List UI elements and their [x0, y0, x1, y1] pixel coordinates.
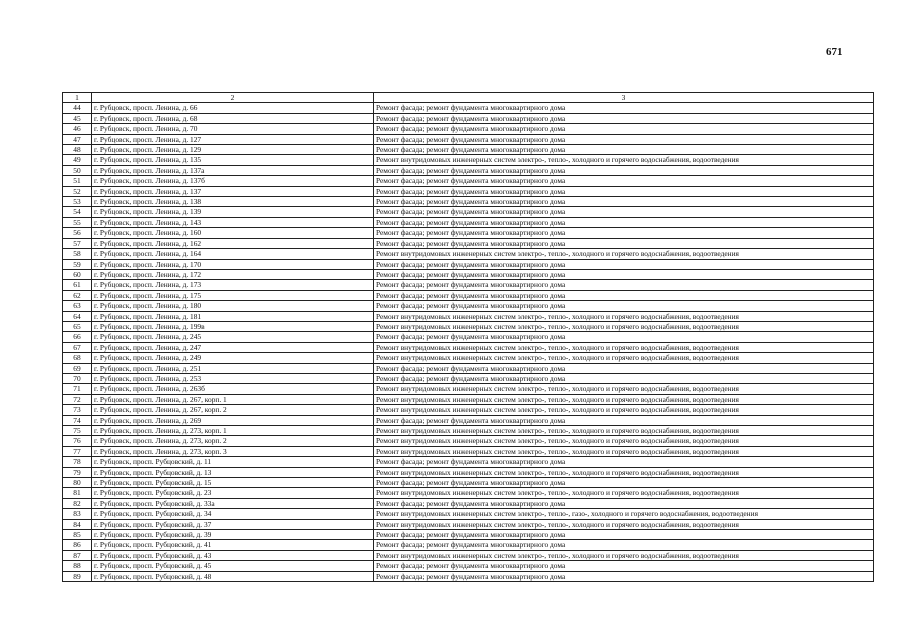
cell-work: Ремонт фасада; ремонт фундамента многоквартирного дома	[374, 238, 874, 248]
cell-work: Ремонт фасада; ремонт фундамента многоквартирного дома	[374, 269, 874, 279]
table-row	[63, 446, 874, 456]
table-row	[63, 488, 874, 498]
cell-address: г. Рубцовск, просп. Ленина, д. 247	[92, 342, 374, 352]
cell-work: Ремонт фасада; ремонт фундамента многоквартирного дома	[374, 457, 874, 467]
table-row	[63, 436, 874, 446]
cell-address: г. Рубцовск, просп. Рубцовский, д. 33а	[92, 498, 374, 508]
cell-number: 85	[63, 530, 92, 540]
cell-address: г. Рубцовск, просп. Ленина, д. 66	[92, 103, 374, 113]
cell-work: Ремонт фасада; ремонт фундамента многоквартирного дома	[374, 259, 874, 269]
cell-work: Ремонт фасада; ремонт фундамента многоквартирного дома	[374, 145, 874, 155]
cell-number: 79	[63, 467, 92, 477]
cell-address: г. Рубцовск, просп. Ленина, д. 273, корп. 1	[92, 426, 374, 436]
cell-number: 74	[63, 415, 92, 425]
table-row	[63, 165, 874, 175]
table-row	[63, 217, 874, 227]
cell-address: г. Рубцовск, просп. Рубцовский, д. 45	[92, 561, 374, 571]
cell-address: г. Рубцовск, просп. Ленина, д. 273, корп. 3	[92, 446, 374, 456]
cell-work: Ремонт фасада; ремонт фундамента многоквартирного дома	[374, 561, 874, 571]
cell-number: 56	[63, 228, 92, 238]
cell-number: 75	[63, 426, 92, 436]
table-row	[63, 113, 874, 123]
cell-address: г. Рубцовск, просп. Рубцовский, д. 39	[92, 530, 374, 540]
cell-work: Ремонт внутридомовых инженерных систем электро-, тепло-, холодного и горячего водоснабжения, водоотведения	[374, 321, 874, 331]
cell-address: г. Рубцовск, просп. Ленина, д. 137б	[92, 176, 374, 186]
cell-work: Ремонт фасада; ремонт фундамента многоквартирного дома	[374, 301, 874, 311]
cell-number: 48	[63, 145, 92, 155]
table-row	[63, 103, 874, 113]
register-table	[62, 92, 874, 582]
cell-number: 65	[63, 321, 92, 331]
table-row	[63, 561, 874, 571]
cell-number: 46	[63, 124, 92, 134]
cell-number: 52	[63, 186, 92, 196]
cell-work: Ремонт фасада; ремонт фундамента многоквартирного дома	[374, 186, 874, 196]
cell-work: Ремонт фасада; ремонт фундамента многоквартирного дома	[374, 363, 874, 373]
cell-number: 80	[63, 478, 92, 488]
cell-address: г. Рубцовск, просп. Ленина, д. 251	[92, 363, 374, 373]
table-row	[63, 426, 874, 436]
table-row	[63, 124, 874, 134]
table-row	[63, 540, 874, 550]
table-row	[63, 457, 874, 467]
table-row	[63, 509, 874, 519]
cell-number: 73	[63, 405, 92, 415]
cell-number: 55	[63, 217, 92, 227]
table-row	[63, 207, 874, 217]
cell-address: г. Рубцовск, просп. Рубцовский, д. 37	[92, 519, 374, 529]
cell-number: 61	[63, 280, 92, 290]
cell-work: Ремонт внутридомовых инженерных систем электро-, тепло-, холодного и горячего водоснабжения, водоотведения	[374, 426, 874, 436]
cell-address: г. Рубцовск, просп. Рубцовский, д. 43	[92, 550, 374, 560]
cell-number: 89	[63, 571, 92, 581]
cell-work: Ремонт внутридомовых инженерных систем электро-, тепло-, холодного и горячего водоснабжения, водоотведения	[374, 488, 874, 498]
cell-number: 88	[63, 561, 92, 571]
cell-work: Ремонт внутридомовых инженерных систем электро-, тепло-, холодного и горячего водоснабжения, водоотведения	[374, 249, 874, 259]
cell-number: 54	[63, 207, 92, 217]
table-body	[63, 103, 874, 582]
table-row	[63, 373, 874, 383]
cell-number: 51	[63, 176, 92, 186]
table-row	[63, 332, 874, 342]
cell-work: Ремонт внутридомовых инженерных систем электро-, тепло-, холодного и горячего водоснабжения, водоотведения	[374, 353, 874, 363]
table-row	[63, 186, 874, 196]
cell-number: 47	[63, 134, 92, 144]
cell-number: 77	[63, 446, 92, 456]
table-row	[63, 197, 874, 207]
cell-number: 62	[63, 290, 92, 300]
cell-work: Ремонт фасада; ремонт фундамента многоквартирного дома	[374, 134, 874, 144]
cell-work: Ремонт внутридомовых инженерных систем электро-, тепло-, холодного и горячего водоснабжения, водоотведения	[374, 311, 874, 321]
table-row	[63, 269, 874, 279]
cell-work: Ремонт внутридомовых инженерных систем электро-, тепло-, холодного и горячего водоснабжения, водоотведения	[374, 519, 874, 529]
cell-address: г. Рубцовск, просп. Ленина, д. 175	[92, 290, 374, 300]
cell-number: 66	[63, 332, 92, 342]
cell-work: Ремонт внутридомовых инженерных систем электро-, тепло-, холодного и горячего водоснабжения, водоотведения	[374, 550, 874, 560]
cell-work: Ремонт фасада; ремонт фундамента многоквартирного дома	[374, 165, 874, 175]
table-row	[63, 384, 874, 394]
cell-number: 50	[63, 165, 92, 175]
cell-address: г. Рубцовск, просп. Ленина, д. 245	[92, 332, 374, 342]
table-row	[63, 176, 874, 186]
table-row	[63, 280, 874, 290]
cell-address: г. Рубцовск, просп. Рубцовский, д. 41	[92, 540, 374, 550]
cell-work: Ремонт фасада; ремонт фундамента многоквартирного дома	[374, 113, 874, 123]
table-row	[63, 353, 874, 363]
table-row	[63, 311, 874, 321]
cell-work: Ремонт внутридомовых инженерных систем электро-, тепло-, холодного и горячего водоснабжения, водоотведения	[374, 436, 874, 446]
cell-number: 57	[63, 238, 92, 248]
cell-address: г. Рубцовск, просп. Ленина, д. 263б	[92, 384, 374, 394]
cell-address: г. Рубцовск, просп. Ленина, д. 137	[92, 186, 374, 196]
cell-work: Ремонт внутридомовых инженерных систем электро-, тепло-, холодного и горячего водоснабжения, водоотведения	[374, 467, 874, 477]
cell-work: Ремонт внутридомовых инженерных систем электро-, тепло-, холодного и горячего водоснабжения, водоотведения	[374, 394, 874, 404]
cell-work: Ремонт фасада; ремонт фундамента многоквартирного дома	[374, 478, 874, 488]
table-row	[63, 498, 874, 508]
cell-address: г. Рубцовск, просп. Рубцовский, д. 13	[92, 467, 374, 477]
cell-work: Ремонт фасада; ремонт фундамента многоквартирного дома	[374, 571, 874, 581]
table-header-row	[63, 93, 874, 103]
cell-work: Ремонт фасада; ремонт фундамента многоквартирного дома	[374, 540, 874, 550]
cell-address: г. Рубцовск, просп. Рубцовский, д. 23	[92, 488, 374, 498]
table-row	[63, 415, 874, 425]
cell-work: Ремонт фасада; ремонт фундамента многоквартирного дома	[374, 498, 874, 508]
cell-number: 76	[63, 436, 92, 446]
cell-number: 87	[63, 550, 92, 560]
cell-address: г. Рубцовск, просп. Ленина, д. 249	[92, 353, 374, 363]
cell-work: Ремонт фасада; ремонт фундамента многоквартирного дома	[374, 228, 874, 238]
cell-address: г. Рубцовск, просп. Ленина, д. 173	[92, 280, 374, 290]
cell-address: г. Рубцовск, просп. Ленина, д. 138	[92, 197, 374, 207]
cell-number: 81	[63, 488, 92, 498]
page-number: 671	[826, 46, 843, 58]
cell-address: г. Рубцовск, просп. Ленина, д. 137а	[92, 165, 374, 175]
column-header-number: 1	[63, 93, 92, 103]
cell-work: Ремонт фасада; ремонт фундамента многоквартирного дома	[374, 373, 874, 383]
cell-number: 49	[63, 155, 92, 165]
cell-number: 68	[63, 353, 92, 363]
cell-work: Ремонт фасада; ремонт фундамента многоквартирного дома	[374, 197, 874, 207]
table-row	[63, 155, 874, 165]
cell-number: 69	[63, 363, 92, 373]
table-row	[63, 321, 874, 331]
table-row	[63, 571, 874, 581]
cell-work: Ремонт фасада; ремонт фундамента многоквартирного дома	[374, 290, 874, 300]
cell-work: Ремонт внутридомовых инженерных систем электро-, тепло-, холодного и горячего водоснабжения, водоотведения	[374, 155, 874, 165]
table-row	[63, 290, 874, 300]
cell-work: Ремонт внутридомовых инженерных систем электро-, тепло-, холодного и горячего водоснабжения, водоотведения	[374, 384, 874, 394]
cell-number: 84	[63, 519, 92, 529]
table-row	[63, 478, 874, 488]
cell-address: г. Рубцовск, просп. Ленина, д. 181	[92, 311, 374, 321]
table-row	[63, 228, 874, 238]
cell-address: г. Рубцовск, просп. Ленина, д. 143	[92, 217, 374, 227]
cell-number: 59	[63, 259, 92, 269]
table-row	[63, 249, 874, 259]
cell-work: Ремонт фасада; ремонт фундамента многоквартирного дома	[374, 217, 874, 227]
table-row	[63, 405, 874, 415]
cell-number: 64	[63, 311, 92, 321]
cell-address: г. Рубцовск, просп. Ленина, д. 162	[92, 238, 374, 248]
table-row	[63, 363, 874, 373]
cell-number: 70	[63, 373, 92, 383]
cell-number: 53	[63, 197, 92, 207]
cell-address: г. Рубцовск, просп. Ленина, д. 199в	[92, 321, 374, 331]
cell-number: 58	[63, 249, 92, 259]
cell-address: г. Рубцовск, просп. Ленина, д. 70	[92, 124, 374, 134]
cell-work: Ремонт внутридомовых инженерных систем электро-, тепло-, газо-, холодного и горячего водоснабжения, водоотведения	[374, 509, 874, 519]
cell-address: г. Рубцовск, просп. Ленина, д. 267, корп. 2	[92, 405, 374, 415]
table-row	[63, 550, 874, 560]
cell-number: 72	[63, 394, 92, 404]
cell-address: г. Рубцовск, просп. Ленина, д. 127	[92, 134, 374, 144]
cell-address: г. Рубцовск, просп. Ленина, д. 180	[92, 301, 374, 311]
cell-number: 60	[63, 269, 92, 279]
cell-work: Ремонт внутридомовых инженерных систем электро-, тепло-, холодного и горячего водоснабжения, водоотведения	[374, 342, 874, 352]
cell-number: 83	[63, 509, 92, 519]
cell-number: 45	[63, 113, 92, 123]
column-header-work: 3	[374, 93, 874, 103]
cell-address: г. Рубцовск, просп. Рубцовский, д. 34	[92, 509, 374, 519]
cell-number: 78	[63, 457, 92, 467]
cell-address: г. Рубцовск, просп. Ленина, д. 172	[92, 269, 374, 279]
cell-address: г. Рубцовск, просп. Ленина, д. 269	[92, 415, 374, 425]
column-header-address: 2	[92, 93, 374, 103]
cell-number: 44	[63, 103, 92, 113]
cell-work: Ремонт фасада; ремонт фундамента многоквартирного дома	[374, 176, 874, 186]
cell-address: г. Рубцовск, просп. Ленина, д. 129	[92, 145, 374, 155]
cell-address: г. Рубцовск, просп. Рубцовский, д. 11	[92, 457, 374, 467]
table-row	[63, 134, 874, 144]
cell-address: г. Рубцовск, просп. Ленина, д. 139	[92, 207, 374, 217]
cell-address: г. Рубцовск, просп. Ленина, д. 170	[92, 259, 374, 269]
table-row	[63, 301, 874, 311]
table-row	[63, 519, 874, 529]
cell-work: Ремонт внутридомовых инженерных систем электро-, тепло-, холодного и горячего водоснабжения, водоотведения	[374, 446, 874, 456]
table-row	[63, 394, 874, 404]
cell-address: г. Рубцовск, просп. Ленина, д. 160	[92, 228, 374, 238]
cell-address: г. Рубцовск, просп. Рубцовский, д. 48	[92, 571, 374, 581]
cell-number: 82	[63, 498, 92, 508]
cell-work: Ремонт фасада; ремонт фундамента многоквартирного дома	[374, 280, 874, 290]
cell-address: г. Рубцовск, просп. Ленина, д. 273, корп. 2	[92, 436, 374, 446]
cell-work: Ремонт фасада; ремонт фундамента многоквартирного дома	[374, 103, 874, 113]
cell-work: Ремонт внутридомовых инженерных систем электро-, тепло-, холодного и горячего водоснабжения, водоотведения	[374, 405, 874, 415]
cell-work: Ремонт фасада; ремонт фундамента многоквартирного дома	[374, 124, 874, 134]
table-row	[63, 238, 874, 248]
cell-number: 63	[63, 301, 92, 311]
table-row	[63, 342, 874, 352]
cell-work: Ремонт фасада; ремонт фундамента многоквартирного дома	[374, 207, 874, 217]
cell-work: Ремонт фасада; ремонт фундамента многоквартирного дома	[374, 415, 874, 425]
cell-address: г. Рубцовск, просп. Ленина, д. 164	[92, 249, 374, 259]
table-row	[63, 259, 874, 269]
table-row	[63, 530, 874, 540]
cell-number: 86	[63, 540, 92, 550]
cell-number: 71	[63, 384, 92, 394]
cell-address: г. Рубцовск, просп. Рубцовский, д. 15	[92, 478, 374, 488]
table-row	[63, 467, 874, 477]
cell-work: Ремонт фасада; ремонт фундамента многоквартирного дома	[374, 332, 874, 342]
cell-address: г. Рубцовск, просп. Ленина, д. 253	[92, 373, 374, 383]
cell-work: Ремонт фасада; ремонт фундамента многоквартирного дома	[374, 530, 874, 540]
cell-address: г. Рубцовск, просп. Ленина, д. 135	[92, 155, 374, 165]
cell-address: г. Рубцовск, просп. Ленина, д. 267, корп. 1	[92, 394, 374, 404]
cell-address: г. Рубцовск, просп. Ленина, д. 68	[92, 113, 374, 123]
table-row	[63, 145, 874, 155]
cell-number: 67	[63, 342, 92, 352]
